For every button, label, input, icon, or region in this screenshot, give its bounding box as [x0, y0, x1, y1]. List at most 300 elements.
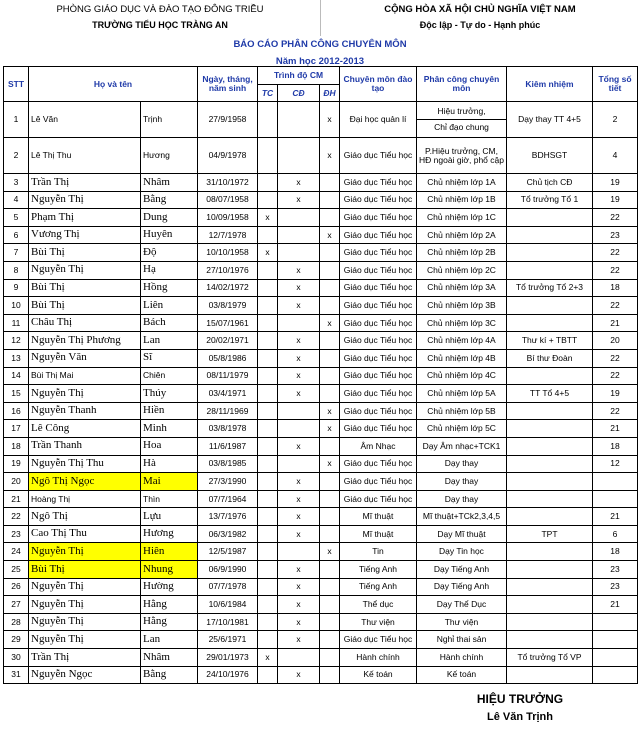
row-first-name: Nhung	[141, 561, 198, 579]
row-cd	[278, 543, 320, 561]
row-extra	[507, 543, 593, 561]
row-dob: 12/7/1978	[198, 226, 258, 244]
row-cd	[278, 226, 320, 244]
row-extra: BDHSGT	[507, 138, 593, 174]
row-major: Giáo dục Tiểu học	[340, 191, 417, 209]
row-dob: 15/07/1961	[198, 314, 258, 332]
row-stt: 26	[4, 578, 29, 596]
row-tc	[258, 367, 278, 385]
row-tc	[258, 613, 278, 631]
row-assign: Nghỉ thai sản	[417, 631, 507, 649]
table-row	[4, 473, 638, 491]
row-extra: Chủ tịch CĐ	[507, 174, 593, 192]
row-major: Giáo dục Tiểu học	[340, 138, 417, 174]
row-cd	[278, 244, 320, 262]
row-dh	[320, 631, 340, 649]
row-tc	[258, 261, 278, 279]
row-assign: Chủ nhiệm lớp 5A	[417, 385, 507, 403]
row-assign: Chủ nhiệm lớp 1B	[417, 191, 507, 209]
row-tc	[258, 561, 278, 579]
row-extra	[507, 666, 593, 684]
assignment-table	[3, 66, 638, 684]
table-row	[4, 244, 638, 262]
table-row	[4, 578, 638, 596]
row-first-name: Chiên	[141, 367, 198, 385]
table-row	[4, 455, 638, 473]
row-cd: x	[278, 279, 320, 297]
row-dh	[320, 279, 340, 297]
row-tc	[258, 631, 278, 649]
row-dob: 06/3/1982	[198, 525, 258, 543]
row-tc	[258, 455, 278, 473]
row-cd: x	[278, 473, 320, 491]
row-assign: Chủ nhiệm lớp 2C	[417, 261, 507, 279]
row-assign: Dạy thay	[417, 473, 507, 491]
row-first-name: Thìn	[141, 490, 198, 508]
row-extra	[507, 596, 593, 614]
row-major: Thể dục	[340, 596, 417, 614]
org-name: PHÒNG GIÁO DỤC VÀ ĐÀO TẠO ĐÔNG TRIỀU	[56, 4, 264, 15]
row-dob: 10/09/1958	[198, 209, 258, 227]
row-stt: 27	[4, 596, 29, 614]
table-row	[4, 102, 638, 138]
row-stt: 19	[4, 455, 29, 473]
row-stt: 3	[4, 174, 29, 192]
row-stt: 9	[4, 279, 29, 297]
row-assign: Dạy Mĩ thuật	[417, 525, 507, 543]
row-tc	[258, 420, 278, 438]
col-dob: Ngày, tháng, năm sinh	[198, 67, 258, 102]
row-extra	[507, 490, 593, 508]
row-first-name: Hoa	[141, 437, 198, 455]
row-stt: 14	[4, 367, 29, 385]
row-assign: Chủ nhiệm lớp 5B	[417, 402, 507, 420]
col-stt: STT	[4, 67, 29, 102]
row-tc: x	[258, 244, 278, 262]
row-tc	[258, 385, 278, 403]
row-stt: 2	[4, 138, 29, 174]
row-first-name: Hồng	[141, 279, 198, 297]
row-tc	[258, 349, 278, 367]
row-assign: Dạy Thể Dục	[417, 596, 507, 614]
row-first-name: Nhâm	[141, 174, 198, 192]
row-assign: Chủ nhiệm lớp 3B	[417, 297, 507, 315]
row-dob: 03/8/1985	[198, 455, 258, 473]
row-stt: 22	[4, 508, 29, 526]
row-cd	[278, 402, 320, 420]
row-first-name: Nhâm	[141, 649, 198, 667]
row-cd: x	[278, 367, 320, 385]
row-tc: x	[258, 209, 278, 227]
row-first-name: Sĩ	[141, 349, 198, 367]
row-assign: Chủ nhiệm lớp 5C	[417, 420, 507, 438]
row-first-name: Hà	[141, 455, 198, 473]
row-assign	[417, 102, 507, 138]
row-dh	[320, 191, 340, 209]
row-cd: x	[278, 174, 320, 192]
table-row	[4, 349, 638, 367]
table-row	[4, 226, 638, 244]
row-last-name: Nguyễn Thị	[29, 578, 141, 596]
row-dh: x	[320, 420, 340, 438]
row-dob: 11/6/1987	[198, 437, 258, 455]
row-first-name: Dung	[141, 209, 198, 227]
row-stt: 4	[4, 191, 29, 209]
row-last-name: Trần Thị	[29, 649, 141, 667]
row-last-name: Nguyễn Thanh	[29, 402, 141, 420]
row-tc	[258, 226, 278, 244]
row-tc	[258, 437, 278, 455]
row-major: Giáo dục Tiểu học	[340, 314, 417, 332]
row-assign: Chủ nhiệm lớp 4B	[417, 349, 507, 367]
row-cd	[278, 455, 320, 473]
row-major: Giáo dục Tiểu học	[340, 455, 417, 473]
table-row	[4, 367, 638, 385]
row-extra	[507, 420, 593, 438]
row-tc	[258, 297, 278, 315]
row-cd: x	[278, 666, 320, 684]
row-extra	[507, 613, 593, 631]
row-last-name: Hoàng Thị	[29, 490, 141, 508]
row-major: Giáo dục Tiểu học	[340, 244, 417, 262]
row-assign-line: Hiệu trưởng,	[417, 104, 506, 120]
row-cd: x	[278, 385, 320, 403]
row-stt: 5	[4, 209, 29, 227]
row-total: 23	[593, 578, 638, 596]
row-last-name: Nguyễn Thị	[29, 261, 141, 279]
row-stt: 28	[4, 613, 29, 631]
row-dob: 03/8/1978	[198, 420, 258, 438]
row-dob: 27/10/1976	[198, 261, 258, 279]
row-first-name: Liên	[141, 297, 198, 315]
row-major: Giáo dục Tiểu học	[340, 473, 417, 491]
row-total: 23	[593, 561, 638, 579]
row-first-name: Lan	[141, 631, 198, 649]
row-extra	[507, 561, 593, 579]
row-dh	[320, 209, 340, 227]
row-dh	[320, 261, 340, 279]
row-first-name: Hường	[141, 578, 198, 596]
row-first-name: Bách	[141, 314, 198, 332]
table-row	[4, 420, 638, 438]
row-stt: 7	[4, 244, 29, 262]
table-row	[4, 649, 638, 667]
nation-name: CỘNG HÒA XÃ HỘI CHỦ NGHĨA VIỆT NAM	[384, 4, 576, 15]
row-last-name: Vương Thị	[29, 226, 141, 244]
row-extra: TT Tổ 4+5	[507, 385, 593, 403]
row-first-name: Hạ	[141, 261, 198, 279]
row-total: 12	[593, 455, 638, 473]
row-tc	[258, 314, 278, 332]
row-stt: 15	[4, 385, 29, 403]
row-extra: TPT	[507, 525, 593, 543]
row-major: Giáo dục Tiểu học	[340, 174, 417, 192]
row-tc	[258, 332, 278, 350]
school-name: TRƯỜNG TIỂU HỌC TRÀNG AN	[92, 20, 228, 30]
table-row	[4, 385, 638, 403]
row-dh	[320, 525, 340, 543]
row-cd: x	[278, 631, 320, 649]
row-tc	[258, 525, 278, 543]
row-assign: Mĩ thuật+TCk2,3,4,5	[417, 508, 507, 526]
row-cd: x	[278, 613, 320, 631]
row-major: Mĩ thuật	[340, 508, 417, 526]
row-major: Giáo dục Tiểu học	[340, 297, 417, 315]
row-last-name: Trần Thanh	[29, 437, 141, 455]
row-dh	[320, 174, 340, 192]
row-total: 23	[593, 226, 638, 244]
school-year: Năm học 2012-2013	[275, 56, 365, 67]
row-dh	[320, 244, 340, 262]
row-assign: Dạy thay	[417, 490, 507, 508]
row-first-name: Trịnh	[141, 102, 198, 138]
row-assign: Chủ nhiệm lớp 2A	[417, 226, 507, 244]
row-assign: Thư viện	[417, 613, 507, 631]
row-dh	[320, 332, 340, 350]
row-stt: 29	[4, 631, 29, 649]
row-dh	[320, 578, 340, 596]
row-cd: x	[278, 578, 320, 596]
row-assign: Dạy thay	[417, 455, 507, 473]
row-cd	[278, 209, 320, 227]
row-assign: Kế toán	[417, 666, 507, 684]
row-tc	[258, 578, 278, 596]
table-row	[4, 561, 638, 579]
row-first-name: Hương	[141, 525, 198, 543]
row-stt: 13	[4, 349, 29, 367]
row-dob: 05/8/1986	[198, 349, 258, 367]
col-assign: Phân công chuyên môn	[417, 67, 507, 102]
row-first-name: Bằng	[141, 666, 198, 684]
row-first-name: Bằng	[141, 191, 198, 209]
row-stt: 20	[4, 473, 29, 491]
row-cd	[278, 649, 320, 667]
row-last-name: Nguyễn Thị Thu	[29, 455, 141, 473]
row-dh: x	[320, 102, 340, 138]
row-major: Giáo dục Tiểu học	[340, 385, 417, 403]
row-last-name: Nguyễn Thị	[29, 191, 141, 209]
row-major: Tiếng Anh	[340, 561, 417, 579]
row-total: 2	[593, 102, 638, 138]
table-row	[4, 437, 638, 455]
row-major: Giáo dục Tiểu học	[340, 332, 417, 350]
row-major: Kế toán	[340, 666, 417, 684]
table-row	[4, 631, 638, 649]
table-row	[4, 402, 638, 420]
row-major: Giáo dục Tiểu học	[340, 631, 417, 649]
row-extra	[507, 402, 593, 420]
row-total: 6	[593, 525, 638, 543]
row-first-name: Lan	[141, 332, 198, 350]
row-total	[593, 490, 638, 508]
col-dh: ĐH	[320, 85, 340, 102]
row-dob: 07/7/1964	[198, 490, 258, 508]
row-dob: 24/10/1976	[198, 666, 258, 684]
signature-name: Lê Văn Trịnh	[486, 711, 553, 723]
row-last-name: Nguyễn Văn	[29, 349, 141, 367]
row-dob: 31/10/1972	[198, 174, 258, 192]
row-total: 19	[593, 385, 638, 403]
row-stt: 16	[4, 402, 29, 420]
row-major: Giáo dục Tiểu học	[340, 226, 417, 244]
row-dh: x	[320, 314, 340, 332]
row-cd: x	[278, 261, 320, 279]
row-assign: Chủ nhiệm lớp 4C	[417, 367, 507, 385]
row-extra	[507, 473, 593, 491]
row-first-name: Huyên	[141, 226, 198, 244]
row-total: 18	[593, 437, 638, 455]
row-extra: Tổ trưởng Tổ VP	[507, 649, 593, 667]
row-assign: Chủ nhiệm lớp 3A	[417, 279, 507, 297]
row-major: Đại học quản lí	[340, 102, 417, 138]
row-extra: Tổ trưởng Tổ 2+3	[507, 279, 593, 297]
row-assign: Dạy Tin học	[417, 543, 507, 561]
row-assign: Chủ nhiệm lớp 2B	[417, 244, 507, 262]
row-stt: 24	[4, 543, 29, 561]
row-last-name: Lê Công	[29, 420, 141, 438]
row-total: 18	[593, 279, 638, 297]
table-row	[4, 209, 638, 227]
row-stt: 17	[4, 420, 29, 438]
row-extra	[507, 244, 593, 262]
row-total: 21	[593, 314, 638, 332]
row-cd: x	[278, 490, 320, 508]
row-last-name: Bùi Thị	[29, 279, 141, 297]
row-first-name: Hằng	[141, 596, 198, 614]
row-extra: Thư kí + TBTT	[507, 332, 593, 350]
row-stt: 30	[4, 649, 29, 667]
table-row	[4, 508, 638, 526]
row-total: 22	[593, 261, 638, 279]
row-last-name: Nguyễn Thị	[29, 385, 141, 403]
row-last-name: Lê Văn	[29, 102, 141, 138]
row-dh	[320, 473, 340, 491]
row-assign: Chủ nhiệm lớp 1A	[417, 174, 507, 192]
table-row	[4, 332, 638, 350]
row-extra: Dạy thay TT 4+5	[507, 102, 593, 138]
row-major: Giáo dục Tiểu học	[340, 279, 417, 297]
row-tc	[258, 490, 278, 508]
row-total	[593, 631, 638, 649]
row-tc	[258, 508, 278, 526]
row-major: Tin	[340, 543, 417, 561]
table-row	[4, 297, 638, 315]
table-row	[4, 261, 638, 279]
row-dob: 12/5/1987	[198, 543, 258, 561]
col-cd: CĐ	[278, 85, 320, 102]
row-first-name: Thúy	[141, 385, 198, 403]
row-first-name: Hiền	[141, 402, 198, 420]
row-dh	[320, 349, 340, 367]
row-major: Âm Nhạc	[340, 437, 417, 455]
row-last-name: Ngô Thị Ngọc	[29, 473, 141, 491]
row-total: 4	[593, 138, 638, 174]
row-last-name: Nguyễn Thị Phương	[29, 332, 141, 350]
row-tc	[258, 666, 278, 684]
row-total	[593, 473, 638, 491]
row-dob: 03/4/1971	[198, 385, 258, 403]
row-assign: Chủ nhiệm lớp 4A	[417, 332, 507, 350]
row-dob: 13/7/1976	[198, 508, 258, 526]
row-assign: Dạy Tiếng Anh	[417, 578, 507, 596]
row-dh	[320, 437, 340, 455]
row-assign: Dạy Tiếng Anh	[417, 561, 507, 579]
row-total: 18	[593, 543, 638, 561]
row-dh	[320, 596, 340, 614]
row-tc	[258, 402, 278, 420]
row-last-name: Bùi Thị	[29, 244, 141, 262]
row-stt: 8	[4, 261, 29, 279]
row-dob: 10/10/1958	[198, 244, 258, 262]
row-last-name: Bùi Thị Mai	[29, 367, 141, 385]
row-stt: 1	[4, 102, 29, 138]
row-tc	[258, 473, 278, 491]
row-last-name: Cao Thị Thu	[29, 525, 141, 543]
row-major: Giáo dục Tiểu học	[340, 367, 417, 385]
row-dh: x	[320, 226, 340, 244]
row-extra	[507, 437, 593, 455]
row-total: 21	[593, 420, 638, 438]
row-tc	[258, 138, 278, 174]
row-assign: Chủ nhiệm lớp 3C	[417, 314, 507, 332]
row-tc	[258, 543, 278, 561]
row-dh	[320, 490, 340, 508]
row-stt: 12	[4, 332, 29, 350]
row-first-name: Hương	[141, 138, 198, 174]
col-extra: Kiêm nhiệm	[507, 67, 593, 102]
row-total	[593, 649, 638, 667]
row-dh	[320, 297, 340, 315]
row-cd	[278, 102, 320, 138]
row-major: Hành chính	[340, 649, 417, 667]
row-stt: 21	[4, 490, 29, 508]
row-extra	[507, 209, 593, 227]
row-dob: 04/9/1978	[198, 138, 258, 174]
row-dob: 27/9/1958	[198, 102, 258, 138]
table-row	[4, 525, 638, 543]
row-extra	[507, 261, 593, 279]
row-assign: P.Hiệu trưởng, CM, HĐ ngoài giờ, phổ cập	[417, 138, 507, 174]
row-last-name: Nguyễn Ngọc	[29, 666, 141, 684]
col-total: Tổng số tiết	[593, 67, 638, 102]
row-assign: Hành chính	[417, 649, 507, 667]
row-extra	[507, 455, 593, 473]
row-dob: 08/07/1958	[198, 191, 258, 209]
row-dob: 27/3/1990	[198, 473, 258, 491]
col-name: Họ và tên	[29, 67, 198, 102]
row-stt: 23	[4, 525, 29, 543]
row-extra	[507, 508, 593, 526]
col-major: Chuyên môn đào tạo	[340, 67, 417, 102]
row-extra	[507, 226, 593, 244]
row-assign: Dạy Âm nhạc+TCK1	[417, 437, 507, 455]
row-dh	[320, 508, 340, 526]
row-cd: x	[278, 437, 320, 455]
row-cd: x	[278, 596, 320, 614]
col-level: Trình độ CM	[258, 67, 340, 85]
row-cd: x	[278, 297, 320, 315]
row-cd: x	[278, 561, 320, 579]
table-row	[4, 490, 638, 508]
row-stt: 25	[4, 561, 29, 579]
row-last-name: Lê Thị Thu	[29, 138, 141, 174]
row-major: Mĩ thuật	[340, 525, 417, 543]
row-dh: x	[320, 455, 340, 473]
row-major: Giáo dục Tiểu học	[340, 261, 417, 279]
row-extra	[507, 631, 593, 649]
row-last-name: Nguyễn Thị	[29, 613, 141, 631]
row-first-name: Hiên	[141, 543, 198, 561]
